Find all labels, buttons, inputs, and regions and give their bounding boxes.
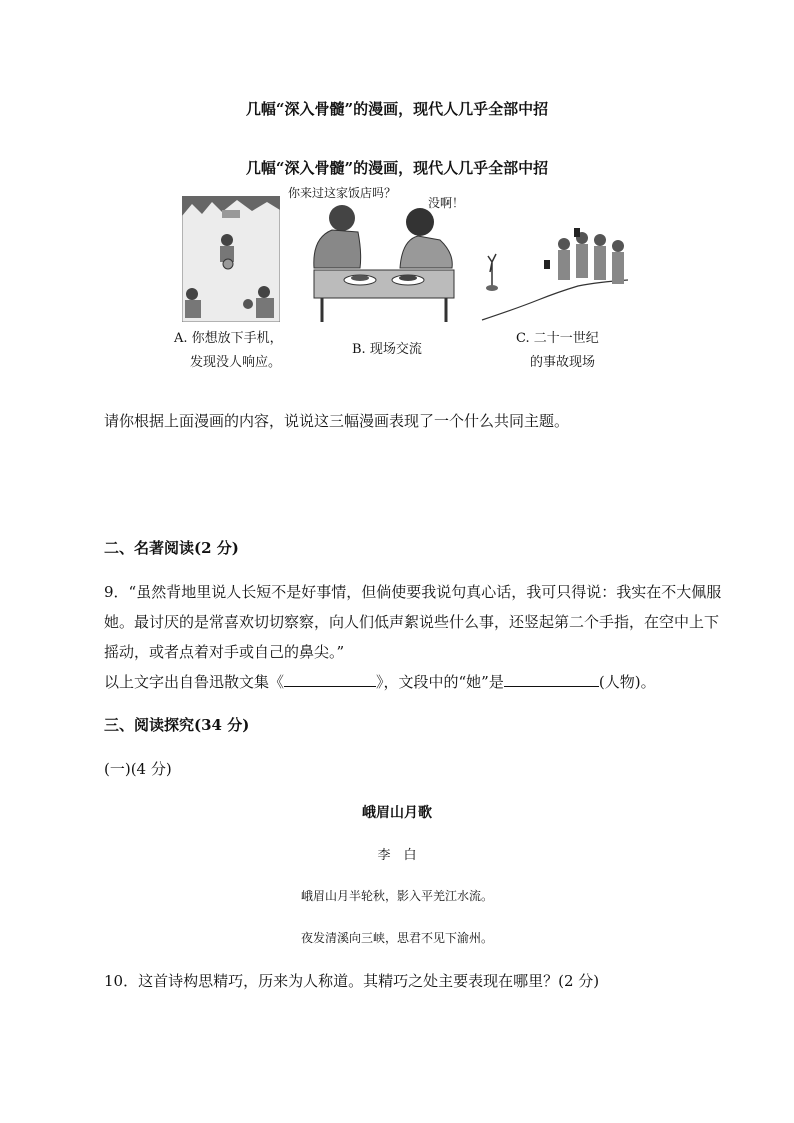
question-9-fill xyxy=(104,671,656,692)
caption-c-line1: C. 二十一世纪 xyxy=(516,331,599,346)
question-10: 10．这首诗构思精巧，历来为人称道。其精巧之处主要表现在哪里？(2 分) xyxy=(104,972,600,990)
caption-b: B. 现场交流 xyxy=(352,342,422,357)
poem-title: 峨眉山月歌 xyxy=(362,805,432,821)
poem-author: 李 白 xyxy=(377,848,417,863)
comic-panel-b-image xyxy=(302,198,462,322)
q9-fill-part3: (人物)。 xyxy=(598,673,656,691)
section-2-heading: 二、名著阅读(2 分) xyxy=(104,539,239,557)
page-title: 几幅“深入骨髓”的漫画，现代人几乎全部中招 xyxy=(245,100,549,118)
caption-c-line2: 的事故现场 xyxy=(530,355,596,370)
poem-line-2: 夜发清溪向三峡，思君不见下渝州。 xyxy=(300,931,493,945)
comic-title: 几幅“深入骨髓”的漫画，现代人几乎全部中招 xyxy=(245,159,549,177)
section-3-heading: 三、阅读探究(34 分) xyxy=(104,716,250,734)
section-3-sub-heading: (一)(4 分) xyxy=(104,760,172,778)
speech-bubble-question: 你来过这家饭店吗？ xyxy=(288,186,397,200)
caption-a-line2: 发现没人响应。 xyxy=(190,355,282,370)
comic-panel-a-image xyxy=(182,196,280,322)
comic-panel-c-image xyxy=(478,216,638,322)
question-theme: 请你根据上面漫画的内容，说说这三幅漫画表现了一个什么共同主题。 xyxy=(104,412,570,430)
q9-fill-part2: 》，文段中的“她”是 xyxy=(376,673,504,691)
speech-bubble-answer: 没啊！ xyxy=(428,196,465,210)
book-title-blank[interactable] xyxy=(284,672,376,687)
character-blank[interactable] xyxy=(504,672,599,687)
question-9-text: 9．“虽然背地里说人长短不是好事情，但倘使要我说句真心话，我可只得说：我实在不大佩服她。最讨厌的是常喜欢切切察察，向人们低声絮说些什么事，还竖起第二个手指，在空中上下摇动，或者点着对手或自己的鼻尖。” xyxy=(104,583,722,661)
q9-fill-part1: 以上文字出自鲁迅散文集《 xyxy=(104,673,285,691)
poem-line-1: 峨眉山月半轮秋，影入平羌江水流。 xyxy=(300,889,493,903)
caption-a-line1: A. 你想放下手机， xyxy=(174,331,283,346)
